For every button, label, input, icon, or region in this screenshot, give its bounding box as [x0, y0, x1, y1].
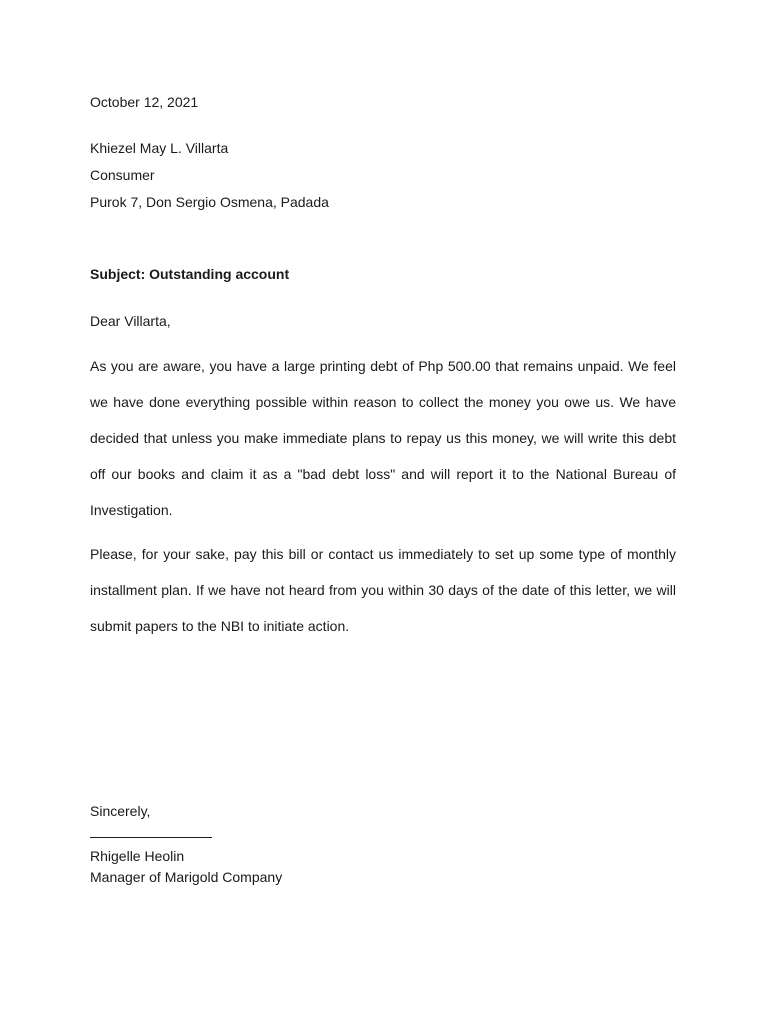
letter-salutation: Dear Villarta,: [90, 313, 171, 329]
letter-closing: Sincerely,: [90, 803, 151, 819]
letter-date: October 12, 2021: [90, 94, 199, 110]
body-paragraph-2: Please, for your sake, pay this bill or contact us immediately to set up some type of monthly installment plan. If we have not heard from you within 30 days of the date of this letter, we will submit papers to the NBI to initiate action.: [90, 546, 676, 634]
signatory-name: Rhigelle Heolin: [90, 848, 185, 864]
signature-line: [90, 837, 212, 838]
recipient-role: Consumer: [90, 167, 155, 183]
recipient-name: Khiezel May L. Villarta: [90, 140, 229, 156]
signatory-title: Manager of Marigold Company: [90, 869, 283, 885]
recipient-address: Purok 7, Don Sergio Osmena, Padada: [90, 194, 329, 210]
letter-subject: Subject: Outstanding account: [90, 266, 290, 282]
body-paragraph-1: As you are aware, you have a large printing debt of Php 500.00 that remains unpaid. We feel we have done everything possible within reason to collect the money you owe us. We have decided that unless you make immediate plans to repay us this money, we will write this debt off our books and claim it as a "bad debt loss" and will report it to the National Bureau of Investigation.: [90, 358, 676, 518]
